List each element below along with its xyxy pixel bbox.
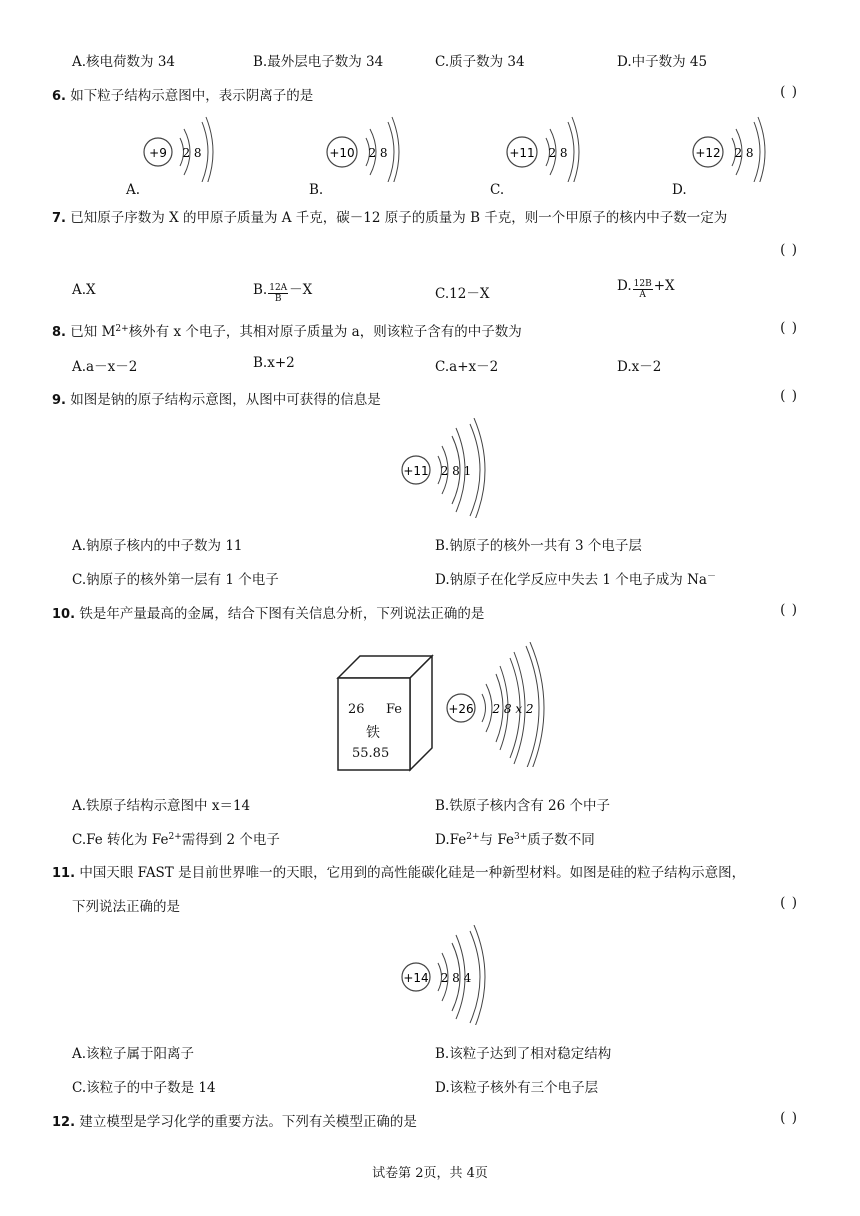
q7-option-b: B. $\frac{12A}{B}$ －X [253, 282, 313, 304]
svg-text:2 8 x 2: 2 8 x 2 [492, 702, 534, 716]
q10-option-b: B.铁原子核内含有 26 个中子 [435, 798, 610, 814]
svg-text:2 8: 2 8 [182, 146, 202, 160]
q10-answer-blank: ( ) [780, 602, 798, 618]
svg-text:+26: +26 [448, 702, 474, 716]
q10-option-c: C.Fe 转化为 $Fe^{2+}$需得到 2 个电子 [72, 832, 280, 848]
svg-text:+11: +11 [403, 464, 429, 478]
q11-option-b: B.该粒子达到了相对稳定结构 [435, 1046, 612, 1062]
cell-symbol: Fe [386, 702, 403, 717]
svg-text:2 8 1: 2 8 1 [440, 464, 472, 478]
q6-diagram-d [688, 112, 798, 182]
q11-option-a: A.该粒子属于阳离子 [72, 1046, 195, 1062]
svg-text:+14: +14 [403, 971, 429, 985]
q10-periodic-cell [330, 650, 440, 775]
q5-option-d: D.中子数为 45 [617, 54, 708, 70]
svg-text:+10: +10 [329, 146, 355, 160]
q7-option-a: A.X [72, 282, 96, 298]
q7-answer-blank: ( ) [780, 242, 798, 258]
svg-text:2 8: 2 8 [734, 146, 754, 160]
q6-stem: 6. 如下粒子结构示意图中，表示阴离子的是 [52, 88, 314, 104]
q9-sodium-diagram [398, 418, 518, 518]
svg-text:2 8: 2 8 [548, 146, 568, 160]
q8-option-b: B.x+2 [253, 355, 295, 371]
q10-iron-diagram [444, 642, 574, 767]
q5-option-c: C.质子数为 34 [435, 54, 525, 70]
q8-option-d: D.x－2 [617, 359, 662, 375]
q6-diagram-c-label: C. [490, 182, 505, 198]
svg-text:2 8: 2 8 [368, 146, 388, 160]
q10-stem: 10. 铁是年产量最高的金属，结合下图有关信息分析，下列说法正确的是 [52, 606, 485, 622]
svg-text:+11: +11 [509, 146, 535, 160]
svg-text:+12: +12 [695, 146, 721, 160]
q10-option-a: A.铁原子结构示意图中 x＝14 [72, 798, 251, 814]
q12-stem: 12. 建立模型是学习化学的重要方法。下列有关模型正确的是 [52, 1114, 417, 1130]
q5-option-a: A.核电荷数为 34 [72, 54, 176, 70]
q8-answer-blank: ( ) [780, 320, 798, 336]
q11-stem-line1: 11. 中国天眼 FAST 是目前世界唯一的天眼，它用到的高性能碳化硅是一种新型材料。如图是硅的粒子结构示意图， [52, 865, 746, 881]
q6-diagram-b-label: B. [309, 182, 324, 198]
q6-diagram-c [502, 112, 612, 182]
q9-option-c: C.钠原子的核外第一层有 1 个电子 [72, 572, 279, 588]
q7-option-d: D. $\frac{12B}{A}$ +X [617, 278, 675, 300]
q9-option-b: B.钠原子的核外一共有 3 个电子层 [435, 538, 642, 554]
q5-option-b: B.最外层电子数为 34 [253, 54, 384, 70]
q10-option-d: $D.Fe^{2+}$与 $Fe^{3+}$质子数不同 [435, 832, 595, 848]
q6-diagram-b [322, 112, 432, 182]
q8-stem: 8. 已知 $M^{2+}$核外有 x 个电子，其相对原子质量为 a，则该粒子含有的中子数为 [52, 324, 522, 340]
q6-answer-blank: ( ) [780, 84, 798, 100]
q6-diagram-a-label: A. [126, 182, 141, 198]
cell-atomic-mass: 55.85 [352, 746, 390, 761]
q6-diagram-d-label: D. [672, 182, 687, 198]
q12-answer-blank: ( ) [780, 1110, 798, 1126]
q9-stem: 9. 如图是钠的原子结构示意图，从图中可获得的信息是 [52, 392, 381, 408]
svg-text:+9: +9 [149, 146, 167, 160]
cell-element-name: 铁 [366, 725, 380, 741]
page-footer: 试卷第 2页，共 4页 [372, 1166, 488, 1181]
q11-stem-line2: 下列说法正确的是 [72, 899, 180, 915]
q8-option-c: C.a+x－2 [435, 359, 499, 375]
q11-option-d: D.该粒子核外有三个电子层 [435, 1080, 599, 1096]
q7-option-c: C.12－X [435, 286, 490, 302]
q11-answer-blank: ( ) [780, 895, 798, 911]
svg-text:2 8 4: 2 8 4 [440, 971, 472, 985]
q6-diagram-a [140, 112, 250, 182]
q9-option-a: A.钠原子核内的中子数为 11 [72, 538, 243, 554]
q11-silicon-diagram [398, 925, 518, 1025]
q8-option-a: A.a－x－2 [72, 359, 138, 375]
q7-stem: 7. 已知原子序数为 X 的甲原子质量为 A 千克，碳－12 原子的质量为 B 千克，则一个甲原子的核内中子数一定为 [52, 210, 728, 226]
q11-option-c: C.该粒子的中子数是 14 [72, 1080, 216, 1096]
q9-answer-blank: ( ) [780, 388, 798, 404]
cell-atomic-number: 26 [348, 702, 365, 717]
q9-option-d: D.钠原子在化学反应中失去 1 个电子成为 Na－ [435, 572, 716, 588]
